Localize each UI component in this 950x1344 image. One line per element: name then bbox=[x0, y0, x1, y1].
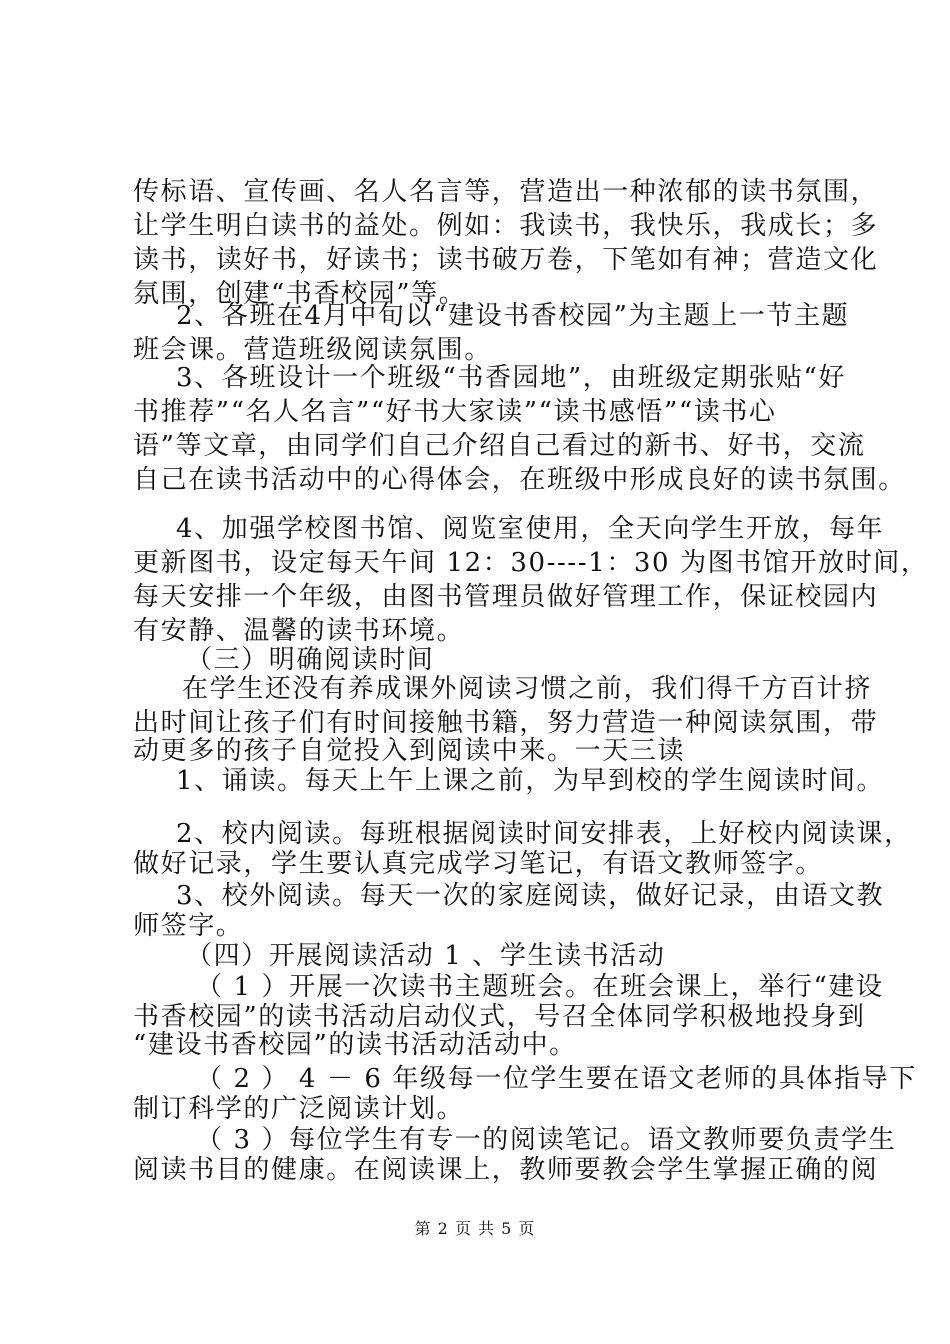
body-line: 在学生还没有养成课外阅读习惯之前，我们得千方百计挤 bbox=[182, 674, 873, 704]
body-line: 读书，读好书，好读书；读书破万卷，下笔如有神；营造文化 bbox=[133, 245, 879, 275]
body-line: （ 1 ）开展一次读书主题班会。在班会课上，举行“建设 bbox=[196, 972, 884, 1002]
body-line: 做好记录，学生要认真完成学习笔记，有语文教师签字。 bbox=[133, 849, 824, 879]
body-line: （ 3 ）每位学生有专一的阅读笔记。语文教师要负责学生 bbox=[196, 1125, 897, 1155]
body-line: 班会课。营造班级阅读氛围。 bbox=[133, 335, 492, 365]
section-heading: （三）明确阅读时间 bbox=[186, 645, 435, 675]
body-line: 4、加强学校图书馆、阅览室使用，全天向学生开放，每年 bbox=[176, 514, 885, 544]
body-line: 每天安排一个年级，由图书管理员做好管理工作，保证校园内 bbox=[133, 582, 879, 612]
body-line: 师签字。 bbox=[133, 911, 244, 941]
body-line: 氛围，创建“书香校园”等。 bbox=[133, 279, 467, 309]
body-line: 1、诵读。每天上午上课之前，为早到校的学生阅读时间。 bbox=[176, 766, 885, 796]
body-line: 书推荐”“名人名言”“好书大家读”“读书感悟”“读书心 bbox=[133, 397, 777, 427]
body-line: 动更多的孩子自觉投入到阅读中来。一天三读 bbox=[133, 736, 686, 766]
section-heading: （四）开展阅读活动 1 、学生读书活动 bbox=[186, 941, 666, 971]
body-line: 制订科学的广泛阅读计划。 bbox=[133, 1094, 465, 1124]
body-line: “建设书香校园”的读书活动活动中。 bbox=[133, 1030, 577, 1060]
body-line: 阅读书目的健康。在阅读课上，教师要教会学生掌握正确的阅 bbox=[133, 1155, 879, 1185]
body-line: （ 2 ） 4 － 6 年级每一位学生要在语文老师的具体指导下 bbox=[196, 1064, 917, 1094]
body-line: 有安静、温馨的读书环境。 bbox=[133, 616, 465, 646]
body-line: 出时间让孩子们有时间接触书籍，努力营造一种阅读氛围，带 bbox=[133, 708, 879, 738]
body-line: 自己在读书活动中的心得体会，在班级中形成良好的读书氛围。 bbox=[133, 465, 906, 495]
body-line: 让学生明白读书的益处。例如：我读书，我快乐，我成长；多 bbox=[133, 211, 879, 241]
body-line: 语”等文章，由同学们自己介绍自己看过的新书、好书，交流 bbox=[133, 431, 866, 461]
body-line: 书香校园”的读书活动启动仪式，号召全体同学积极地投身到 bbox=[133, 1002, 866, 1032]
body-line: 传标语、宣传画、名人名言等，营造出一种浓郁的读书氛围， bbox=[133, 177, 879, 207]
body-line: 更新图书，设定每天午间 12：30----1：30 为图书馆开放时间， bbox=[133, 548, 929, 578]
page-footer: 第 2 页 共 5 页 bbox=[414, 1219, 536, 1238]
body-line: 3、各班设计一个班级“书香园地”，由班级定期张贴“好 bbox=[176, 363, 847, 393]
body-line: 3、校外阅读。每天一次的家庭阅读，做好记录，由语文教 bbox=[176, 881, 885, 911]
body-line: 2、各班在4月中旬以“建设书香校园”为主题上一节主题 bbox=[176, 301, 850, 331]
body-line: 2、校内阅读。每班根据阅读时间安排表，上好校内阅读课， bbox=[176, 819, 912, 849]
